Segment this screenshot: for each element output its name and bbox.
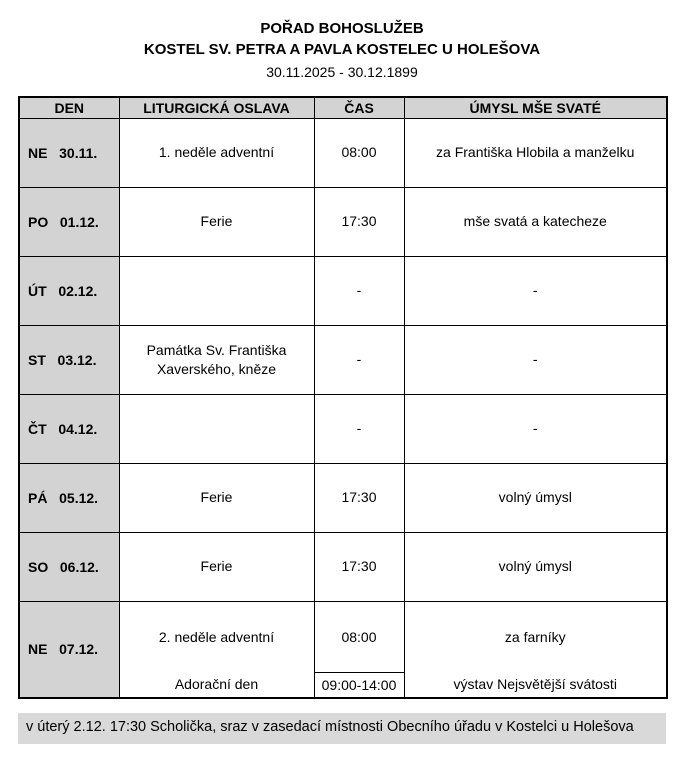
time-cell: - <box>314 394 404 463</box>
time-line-2: 09:00-14:00 <box>315 672 404 697</box>
column-header-liturgicka-oslava: LITURGICKÁ OSLAVA <box>119 97 314 118</box>
day-cell: ÚT 02.12. <box>19 256 119 325</box>
celebration-stack <box>120 602 314 697</box>
day-cell: PÁ 05.12. <box>19 463 119 532</box>
time-cell <box>314 601 404 698</box>
time-line-1: 08:00 <box>341 628 377 645</box>
day-cell: PO 01.12. <box>19 187 119 256</box>
intention-cell <box>404 601 667 698</box>
intention-cell: mše svatá a katecheze <box>404 187 667 256</box>
intention-cell: - <box>404 325 667 394</box>
intention-cell: volný úmysl <box>404 532 667 601</box>
day-cell: SO 06.12. <box>19 532 119 601</box>
celebration-cell: Ferie <box>119 532 314 601</box>
date-range: 30.11.2025 - 30.12.1899 <box>266 64 418 80</box>
time-stack <box>315 602 404 697</box>
table-header <box>19 97 667 118</box>
celebration-cell <box>119 256 314 325</box>
celebration-cell: 1. neděle adventní <box>119 118 314 187</box>
page-subtitle: KOSTEL SV. PETRA A PAVLA KOSTELEC U HOLEŠOVA <box>143 41 541 58</box>
day-cell: NE 30.11. <box>19 118 119 187</box>
table-row <box>19 463 667 532</box>
day-cell: NE 07.12. <box>19 601 119 698</box>
celebration-cell: Památka Sv. Františka Xaverského, kněze <box>119 325 314 394</box>
intention-stack <box>405 602 667 697</box>
intention-cell: - <box>404 394 667 463</box>
table-row <box>19 256 667 325</box>
time-cell: - <box>314 325 404 394</box>
intention-line-2: výstav Nejsvětější svátosti <box>453 676 617 692</box>
table-row <box>19 187 667 256</box>
title-block <box>0 0 684 82</box>
day-cell: ČT 04.12. <box>19 394 119 463</box>
table-body <box>19 118 667 698</box>
column-header-cas: ČAS <box>314 97 404 118</box>
footer-note: v úterý 2.12. 17:30 Scholička, sraz v zasedací místnosti Obecního úřadu v Kostelci u Holešova <box>18 713 666 744</box>
celebration-cell <box>119 394 314 463</box>
time-cell: 17:30 <box>314 532 404 601</box>
celebration-cell: Ferie <box>119 187 314 256</box>
table-row <box>19 532 667 601</box>
celebration-line-2: Adorační den <box>174 676 259 692</box>
celebration-cell <box>119 601 314 698</box>
intention-cell: za Františka Hlobila a manželku <box>404 118 667 187</box>
column-header-umysl: ÚMYSL MŠE SVATÉ <box>404 97 667 118</box>
time-cell: - <box>314 256 404 325</box>
header-row <box>19 97 667 118</box>
time-cell: 17:30 <box>314 187 404 256</box>
schedule-table <box>18 96 668 699</box>
page-title: POŘAD BOHOSLUŽEB <box>260 20 424 37</box>
table-row <box>19 394 667 463</box>
table-row <box>19 601 667 698</box>
day-cell: ST 03.12. <box>19 325 119 394</box>
intention-cell: - <box>404 256 667 325</box>
time-cell: 08:00 <box>314 118 404 187</box>
intention-line-1: za farníky <box>504 628 566 645</box>
table-row <box>19 325 667 394</box>
column-header-den: DEN <box>19 97 119 118</box>
celebration-cell: Ferie <box>119 463 314 532</box>
time-cell: 17:30 <box>314 463 404 532</box>
celebration-line-1: 2. neděle adventní <box>158 628 275 645</box>
intention-cell: volný úmysl <box>404 463 667 532</box>
table-row <box>19 118 667 187</box>
